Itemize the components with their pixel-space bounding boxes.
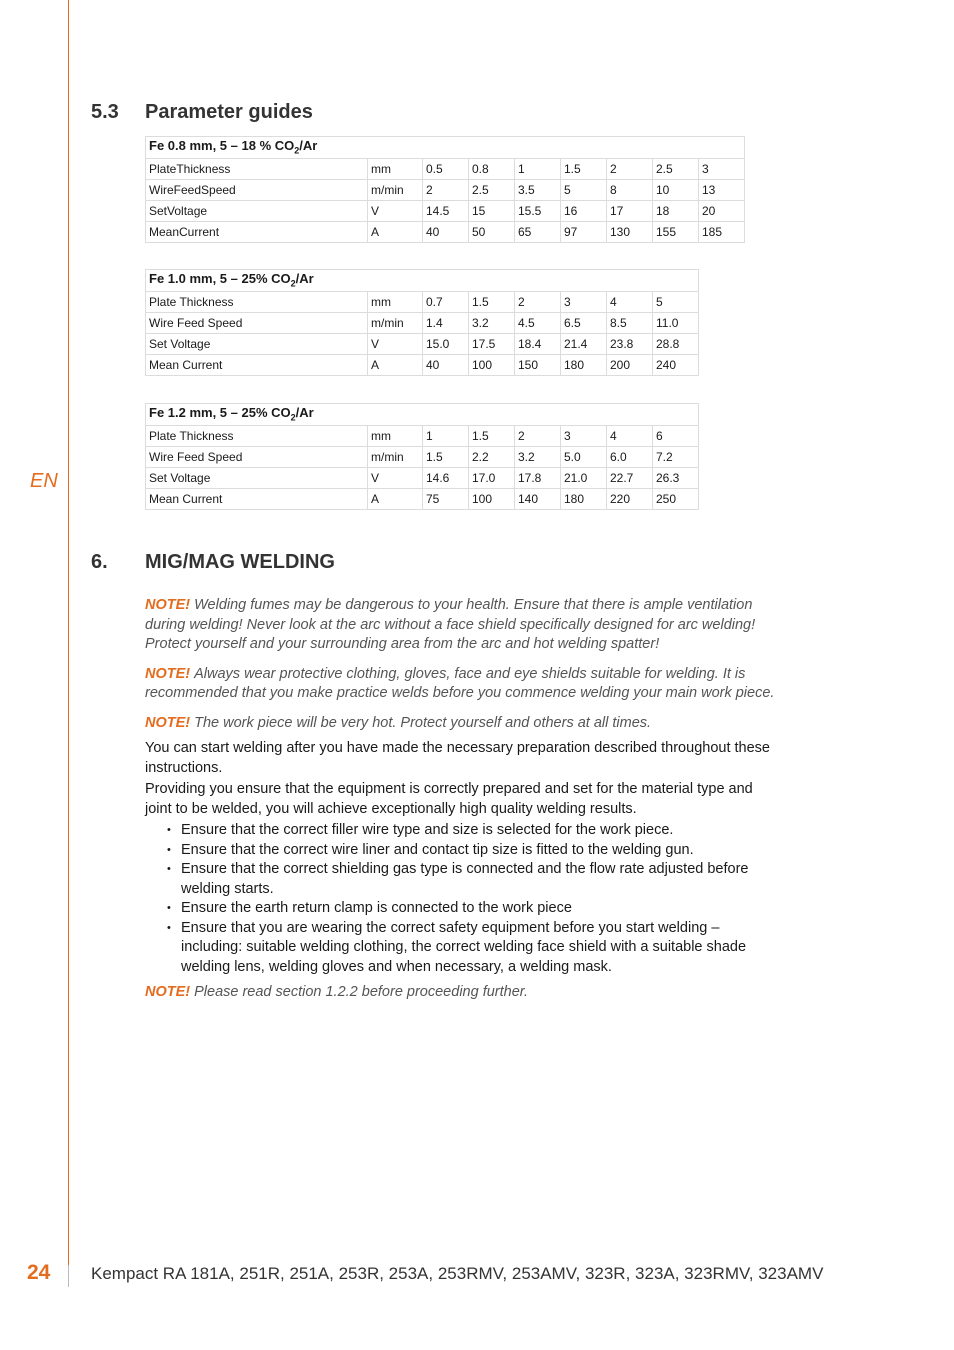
row-label: Wire Feed Speed — [146, 313, 368, 334]
table-cell: 150 — [515, 355, 561, 376]
row-unit: A — [368, 222, 423, 243]
table-cell: 140 — [515, 489, 561, 510]
table-cell: 17.8 — [515, 468, 561, 489]
row-label: Set Voltage — [146, 334, 368, 355]
table-cell: 50 — [469, 222, 515, 243]
note-text: The work piece will be very hot. Protect yourself and others at all times. — [194, 714, 652, 731]
row-unit: mm — [368, 292, 423, 313]
note-label: NOTE! — [145, 984, 191, 1000]
table-row — [146, 222, 745, 243]
table-cell: 2 — [515, 292, 561, 313]
section-heading-mig-mag-welding — [91, 551, 335, 574]
table-cell: 1.4 — [423, 313, 469, 334]
table-cell: 180 — [561, 355, 607, 376]
table-cell: 17.0 — [469, 468, 515, 489]
row-unit: V — [368, 468, 423, 489]
table-cell: 3 — [699, 159, 745, 180]
table-cell: 220 — [607, 489, 653, 510]
table-cell: 2 — [515, 426, 561, 447]
row-unit: m/min — [368, 447, 423, 468]
table-cell: 14.6 — [423, 468, 469, 489]
table-cell: 1.5 — [469, 426, 515, 447]
row-label: Plate Thickness — [146, 292, 368, 313]
table-row — [146, 292, 699, 313]
table-cell: 2 — [607, 159, 653, 180]
table-cell: 180 — [561, 489, 607, 510]
table-cell: 5 — [653, 292, 699, 313]
table-cell: 2.5 — [653, 159, 699, 180]
table-title: Fe 1.2 mm, 5 – 25% $CO_2/Ar$ — [146, 404, 699, 426]
table-cell: 7.2 — [653, 447, 699, 468]
table-cell: 13 — [699, 180, 745, 201]
table-title: Fe 1.0 mm, 5 – 25% $CO_2/Ar$ — [146, 270, 699, 292]
table-title: Fe 0.8 mm, 5 – 18 % $CO_2/Ar$ — [146, 137, 745, 159]
row-unit: m/min — [368, 180, 423, 201]
product-models: Kempact RA 181A, 251R, 251A, 253R, 253A, 253RMV, 253AMV, 323R, 323A, 323RMV, 323AMV — [91, 1264, 824, 1283]
row-label: Mean Current — [146, 489, 368, 510]
table-cell: 15.0 — [423, 334, 469, 355]
body-paragraph: You can start welding after you have made the necessary preparation described throughout these instructions. — [145, 740, 770, 776]
row-unit: V — [368, 334, 423, 355]
table-row — [146, 180, 745, 201]
row-unit: A — [368, 489, 423, 510]
note — [145, 665, 775, 704]
row-label: MeanCurrent — [146, 222, 368, 243]
table-cell: 100 — [469, 355, 515, 376]
table-cell: 2.2 — [469, 447, 515, 468]
table-cell: 0.5 — [423, 159, 469, 180]
table-cell: 21.0 — [561, 468, 607, 489]
note-text: Welding fumes may be dangerous to your health. Ensure that there is ample ventilation during welding! Never look at the arc without a face shield specifically designed for arc welding! Protect yourself and your surrounding area from the arc and hot welding spatter! — [145, 597, 756, 652]
table-cell: 11.0 — [653, 313, 699, 334]
parameter-table-fe-0-8 — [145, 136, 745, 243]
table-cell: 6.0 — [607, 447, 653, 468]
table-cell: 40 — [423, 222, 469, 243]
list-item: • Ensure that you are wearing the correct safety equipment before you start welding – including: suitable welding clothing, the correct welding face shield with a suitable shade welding lens, welding gloves and when necessary, a welding mask. — [181, 919, 775, 978]
list-item: • Ensure that the correct wire liner and contact tip size is fitted to the welding gun. — [181, 841, 775, 861]
checklist — [145, 821, 775, 977]
section-title: Parameter guides — [145, 101, 313, 123]
note — [145, 714, 775, 734]
table-row — [146, 468, 699, 489]
table-cell: 26.3 — [653, 468, 699, 489]
table-cell: 6.5 — [561, 313, 607, 334]
table-cell: 3 — [561, 426, 607, 447]
table-cell: 0.7 — [423, 292, 469, 313]
row-label: PlateThickness — [146, 159, 368, 180]
table-row — [146, 426, 699, 447]
table-cell: 10 — [653, 180, 699, 201]
table-cell: 16 — [561, 201, 607, 222]
section-number: 5.3 — [91, 101, 119, 123]
table-cell: 20 — [699, 201, 745, 222]
table-cell: 6 — [653, 426, 699, 447]
section-body — [145, 596, 775, 1013]
table-cell: 1 — [423, 426, 469, 447]
row-unit: A — [368, 355, 423, 376]
row-unit: mm — [368, 159, 423, 180]
table-cell: 8.5 — [607, 313, 653, 334]
note-label: NOTE! — [145, 597, 191, 613]
parameter-table-fe-1-0 — [145, 269, 699, 376]
table-cell: 1 — [515, 159, 561, 180]
table-cell: 250 — [653, 489, 699, 510]
table-cell: 18 — [653, 201, 699, 222]
table-row — [146, 447, 699, 468]
table-cell: 4.5 — [515, 313, 561, 334]
table-cell: 40 — [423, 355, 469, 376]
page-number: 24 — [27, 1261, 51, 1284]
note-text: Always wear protective clothing, gloves, face and eye shields suitable for welding. It is recommended that you make practice welds before you commence welding your main work piece. — [145, 665, 775, 701]
table-cell: 17 — [607, 201, 653, 222]
table-row — [146, 334, 699, 355]
table-cell: 3.2 — [515, 447, 561, 468]
row-label: Wire Feed Speed — [146, 447, 368, 468]
table-cell: 15 — [469, 201, 515, 222]
row-label: WireFeedSpeed — [146, 180, 368, 201]
table-cell: 100 — [469, 489, 515, 510]
table-cell: 5.0 — [561, 447, 607, 468]
table-cell: 1.5 — [423, 447, 469, 468]
table-cell: 1.5 — [561, 159, 607, 180]
table-row — [146, 489, 699, 510]
table-cell: 240 — [653, 355, 699, 376]
note-label: NOTE! — [145, 714, 191, 731]
margin-rule — [68, 0, 69, 1282]
section-title: MIG/MAG WELDING — [145, 551, 335, 573]
section-number: 6. — [91, 551, 108, 573]
body-paragraph: Providing you ensure that the equipment is correctly prepared and set for the material type and joint to be welded, you will achieve exceptionally high quality welding results. — [145, 781, 753, 817]
parameter-table-fe-1-2 — [145, 403, 699, 510]
table-cell: 28.8 — [653, 334, 699, 355]
table-cell: 21.4 — [561, 334, 607, 355]
table-cell: 4 — [607, 426, 653, 447]
table-cell: 65 — [515, 222, 561, 243]
note-label: NOTE! — [145, 665, 191, 682]
list-item: • Ensure that the correct filler wire type and size is selected for the work piece. — [181, 821, 775, 841]
table-row — [146, 159, 745, 180]
note — [145, 983, 775, 1003]
table-cell: 185 — [699, 222, 745, 243]
table-cell: 2.5 — [469, 180, 515, 201]
row-label: Mean Current — [146, 355, 368, 376]
list-item: • Ensure the earth return clamp is connected to the work piece — [181, 899, 775, 919]
row-unit: V — [368, 201, 423, 222]
list-item: • Ensure that the correct shielding gas type is connected and the flow rate adjusted before welding starts. — [181, 860, 775, 899]
table-cell: 8 — [607, 180, 653, 201]
row-label: SetVoltage — [146, 201, 368, 222]
table-cell: 15.5 — [515, 201, 561, 222]
table-cell: 18.4 — [515, 334, 561, 355]
row-unit: mm — [368, 426, 423, 447]
table-cell: 1.5 — [469, 292, 515, 313]
table-cell: 130 — [607, 222, 653, 243]
table-cell: 155 — [653, 222, 699, 243]
note — [145, 596, 775, 655]
table-cell: 2 — [423, 180, 469, 201]
table-cell: 14.5 — [423, 201, 469, 222]
footer-divider — [68, 1265, 69, 1287]
table-cell: 23.8 — [607, 334, 653, 355]
row-unit: m/min — [368, 313, 423, 334]
table-row — [146, 201, 745, 222]
table-row — [146, 355, 699, 376]
language-tab: EN — [30, 470, 58, 492]
table-cell: 5 — [561, 180, 607, 201]
table-cell: 200 — [607, 355, 653, 376]
page-footer — [0, 1261, 954, 1291]
section-heading-parameter-guides — [91, 101, 313, 124]
table-cell: 3.5 — [515, 180, 561, 201]
table-cell: 97 — [561, 222, 607, 243]
table-cell: 0.8 — [469, 159, 515, 180]
row-label: Plate Thickness — [146, 426, 368, 447]
table-row — [146, 313, 699, 334]
table-cell: 4 — [607, 292, 653, 313]
table-cell: 22.7 — [607, 468, 653, 489]
note-text: Please read section 1.2.2 before proceeding further. — [194, 984, 529, 1000]
table-cell: 3 — [561, 292, 607, 313]
row-label: Set Voltage — [146, 468, 368, 489]
table-cell: 75 — [423, 489, 469, 510]
table-cell: 17.5 — [469, 334, 515, 355]
table-cell: 3.2 — [469, 313, 515, 334]
